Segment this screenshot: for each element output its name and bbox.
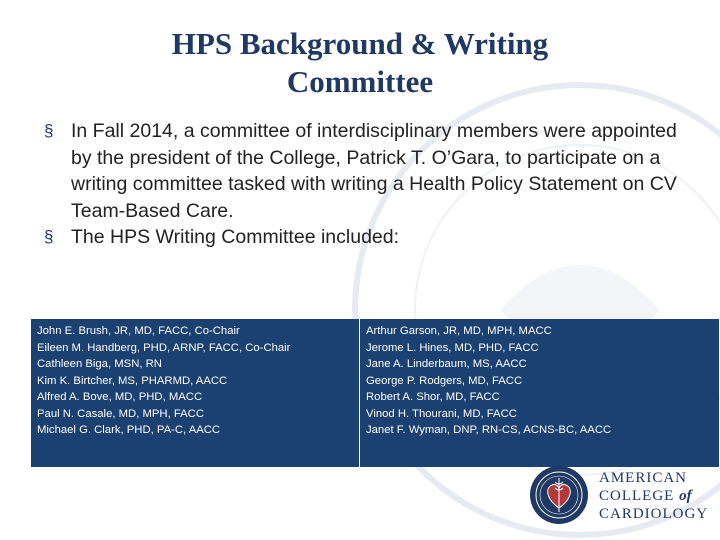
- committee-member: Vinod H. Thourani, MD, FACC: [366, 407, 517, 420]
- committee-member: Arthur Garson, JR, MD, MPH, MACC: [366, 325, 552, 337]
- committee-member: John E. Brush, JR, MD, FACC, Co-Chair: [37, 325, 240, 337]
- logo-line-1: AMERICAN: [599, 470, 688, 486]
- logo-line-3: CARDIOLOGY: [599, 506, 709, 522]
- committee-member: George P. Rodgers, MD, FACC: [366, 374, 523, 387]
- committee-member: Robert A. Shor, MD, FACC: [366, 391, 500, 403]
- seal-icon: [528, 464, 590, 526]
- title-line-1: HPS Background & Writing: [171, 26, 549, 61]
- committee-member: Janet F. Wyman, DNP, RN-CS, ACNS-BC, AACC: [366, 424, 612, 436]
- logo-of: of: [679, 488, 692, 504]
- committee-column-left: [31, 319, 359, 467]
- bullet-marker: §: [44, 121, 54, 140]
- logo-line-2: COLLEGE: [599, 488, 675, 504]
- logo-wordmark: [599, 469, 708, 523]
- committee-member: Paul N. Casale, MD, MPH, FACC: [37, 407, 204, 420]
- committee-member: Alfred A. Bove, MD, PHD, MACC: [37, 391, 203, 403]
- committee-table: [31, 319, 719, 467]
- bullet-marker: §: [44, 227, 54, 246]
- bullet-list: [44, 118, 684, 251]
- committee-member: Michael G. Clark, PHD, PA-C, AACC: [37, 424, 221, 436]
- bullet-item: [44, 118, 684, 224]
- acc-logo: [528, 464, 718, 534]
- committee-member: Jane A. Linderbaum, MS, AACC: [366, 358, 527, 370]
- bullet-text: In Fall 2014, a committee of interdisciplinary members were appointed by the president of the College, Patrick T. O’Gara, to participate on a writing committee tasked with writing a Health Policy Statement on CV Team-Based Care.: [71, 120, 677, 222]
- committee-member: Cathleen Biga, MSN, RN: [37, 358, 162, 370]
- committee-member: Jerome L. Hines, MD, PHD, FACC: [366, 341, 539, 354]
- bullet-item: [44, 224, 684, 251]
- bullet-text: The HPS Writing Committee included:: [71, 226, 400, 248]
- committee-column-right: [359, 319, 719, 467]
- committee-member: Eileen M. Handberg, PHD, ARNP, FACC, Co-Chair: [37, 341, 291, 354]
- committee-member: Kim K. Birtcher, MS, PHARMD, AACC: [37, 374, 228, 387]
- slide-title: [60, 25, 660, 101]
- title-line-2: Committee: [286, 64, 434, 99]
